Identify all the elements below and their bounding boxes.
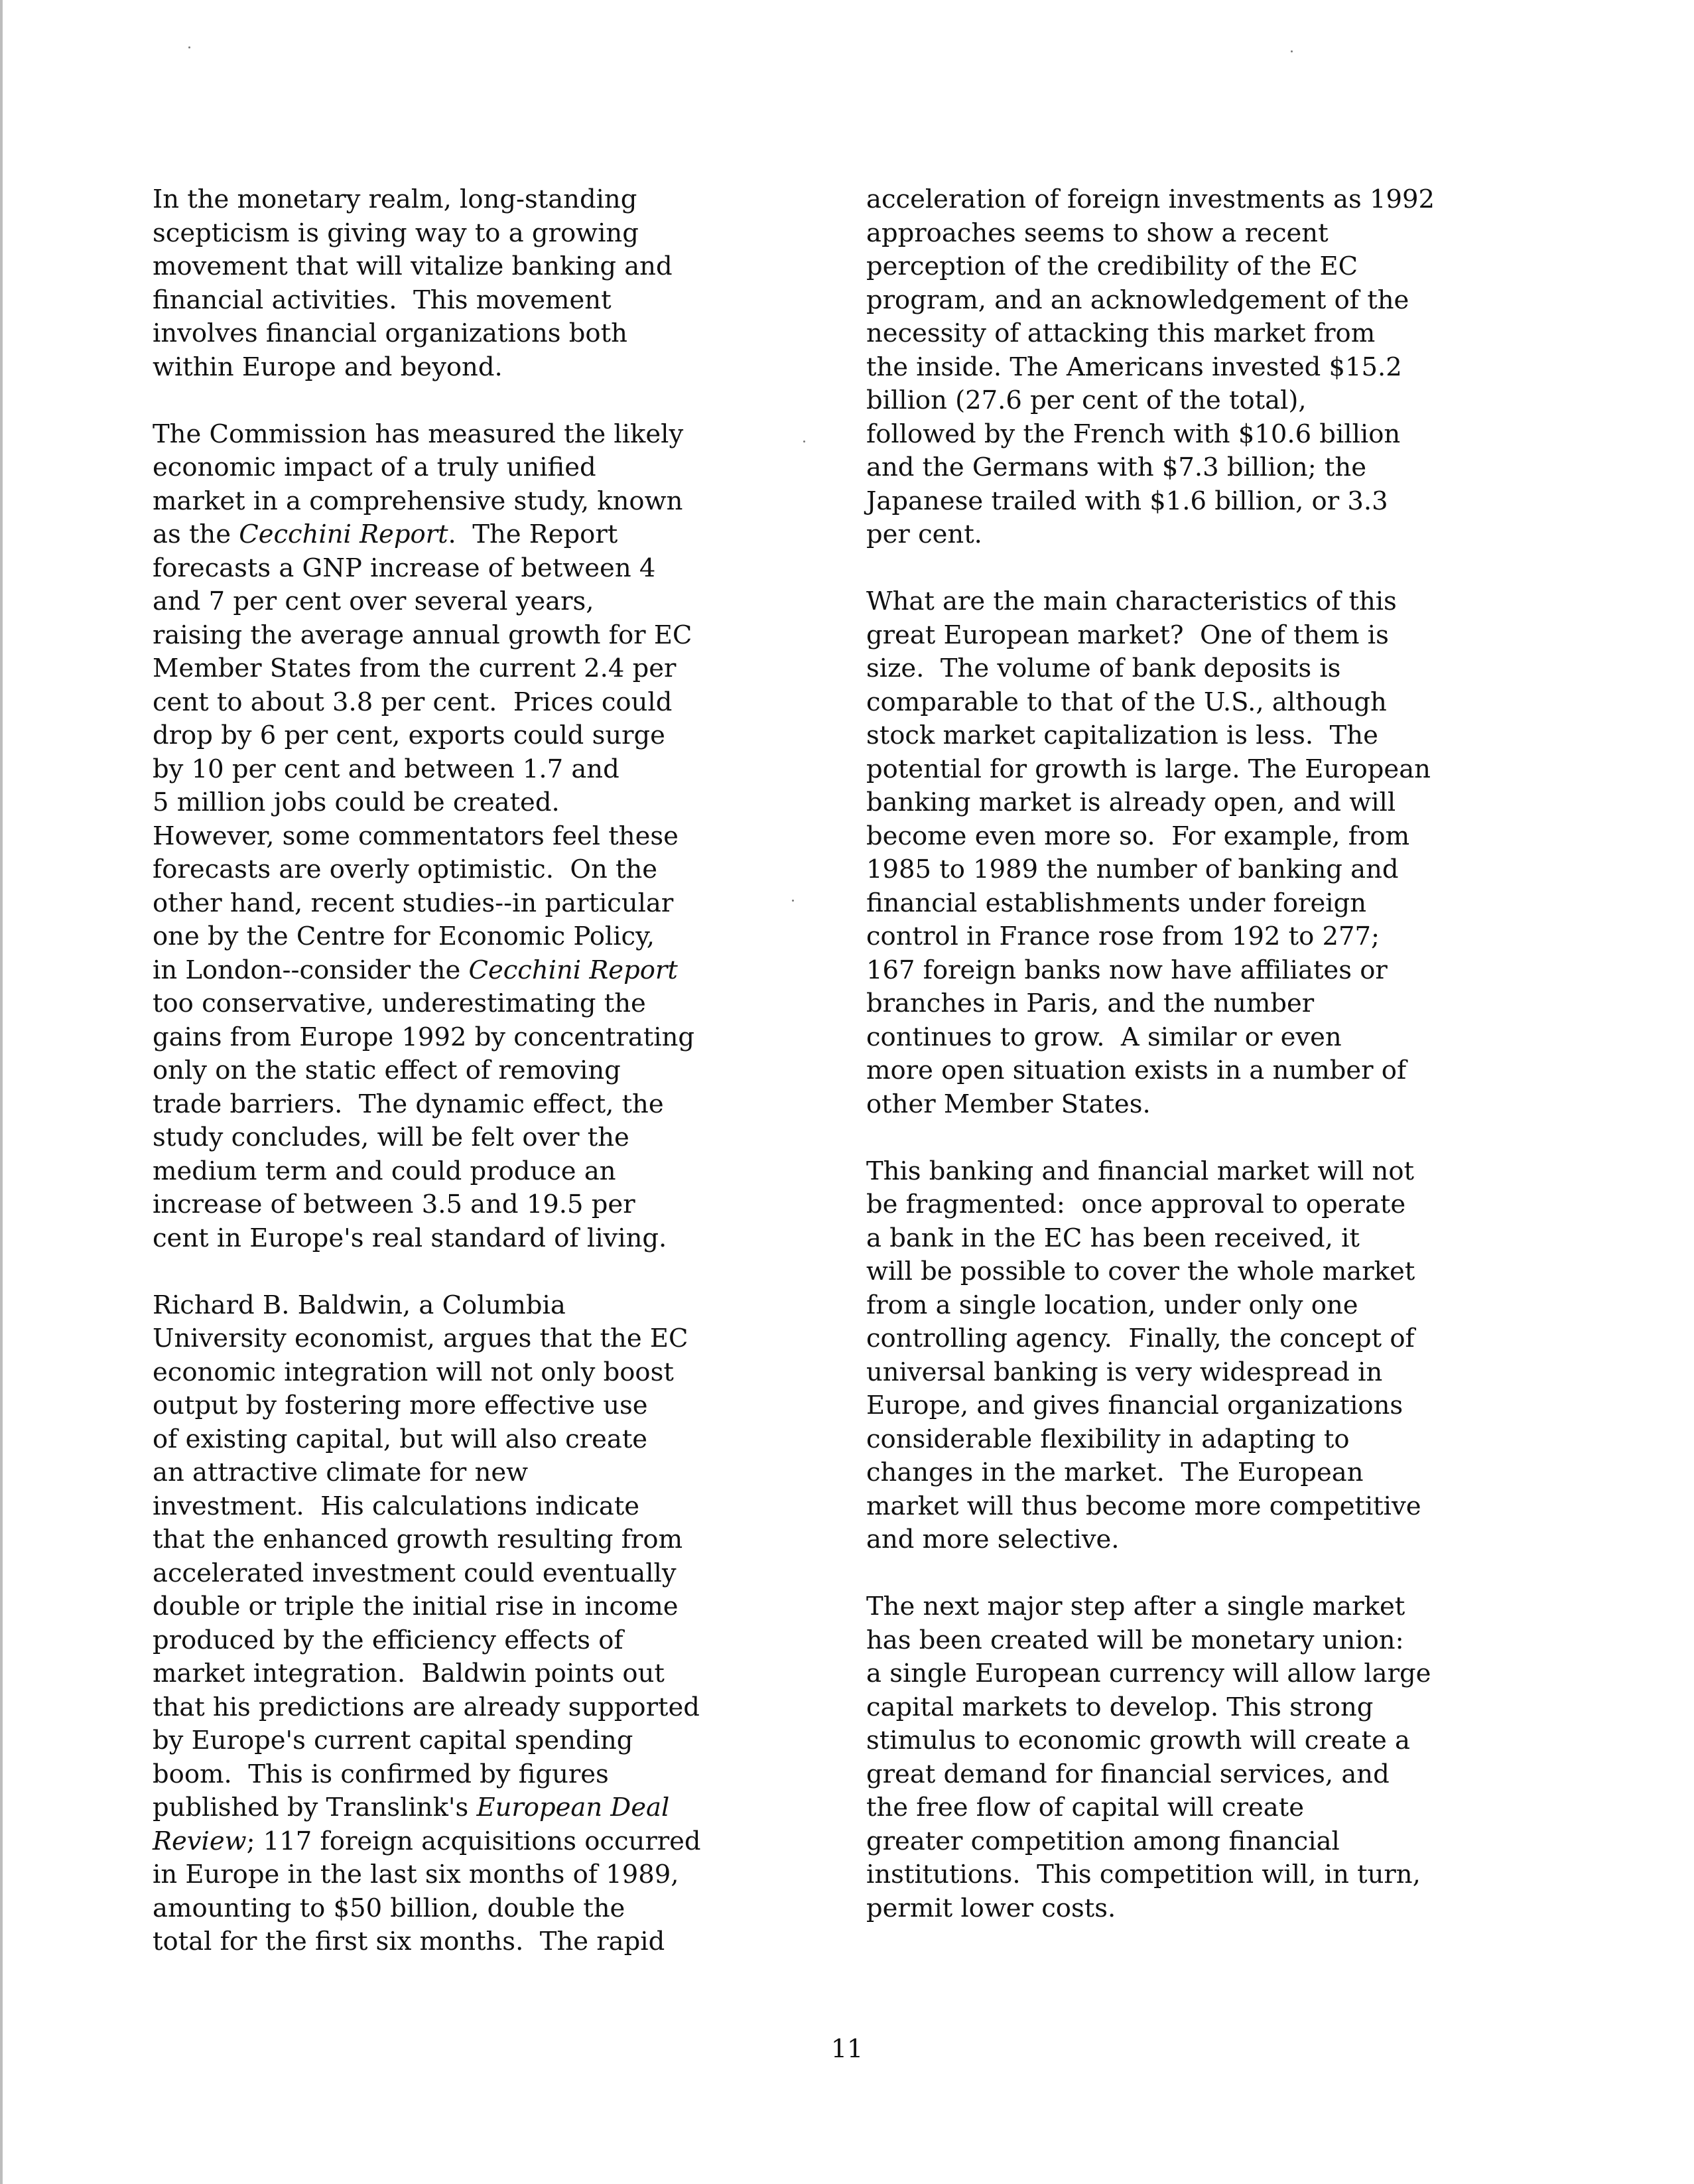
text-line: will be possible to cover the whole market <box>866 1257 1415 1286</box>
text-line: investment. His calculations indicate <box>153 1491 640 1521</box>
text-line: This banking and financial market will not <box>866 1156 1415 1186</box>
text-segment: as the <box>153 519 239 549</box>
text-line-with-italic <box>153 1825 822 1859</box>
text-segment: published by Translink's <box>153 1793 477 1822</box>
text-line: cent in Europe's real standard of living. <box>153 1223 667 1253</box>
text-line: accelerated investment could eventually <box>153 1558 677 1588</box>
text-line: necessity of attacking this market from <box>866 318 1376 348</box>
text-line: economic integration will not only boost <box>153 1357 674 1387</box>
text-line: scepticism is giving way to a growing <box>153 218 639 248</box>
text-line: movement that will vitalize banking and <box>153 251 673 281</box>
page-number: 11 <box>830 2034 864 2063</box>
text-line: 167 foreign banks now have affiliates or <box>866 955 1388 985</box>
text-line: stimulus to economic growth will create a <box>866 1726 1410 1755</box>
text-line: Member States from the current 2.4 per <box>153 653 677 683</box>
text-line: comparable to that of the U.S., although <box>866 687 1387 717</box>
text-line: by Europe's current capital spending <box>153 1726 633 1755</box>
text-line: one by the Centre for Economic Policy, <box>153 921 655 951</box>
text-line: a single European currency will allow large <box>866 1659 1431 1688</box>
page-edge <box>0 0 3 2184</box>
text-line: controlling agency. Finally, the concept of <box>866 1324 1415 1353</box>
text-segment: in London--consider the <box>153 955 469 985</box>
text-line: only on the static effect of removing <box>153 1056 621 1085</box>
text-line: continues to grow. A similar or even <box>866 1022 1342 1052</box>
text-line: Europe, and gives financial organizations <box>866 1391 1403 1420</box>
italic-title: Cecchini Report <box>468 955 678 985</box>
text-line: stock market capitalization is less. The <box>866 720 1378 750</box>
text-line: has been created will be monetary union: <box>866 1625 1404 1655</box>
text-line: boom. This is confirmed by figures <box>153 1759 609 1789</box>
text-line: acceleration of foreign investments as 1992 <box>866 184 1435 214</box>
text-line: market will thus become more competitive <box>866 1491 1421 1521</box>
text-line: forecasts a GNP increase of between 4 <box>153 553 656 583</box>
text-line: study concludes, will be felt over the <box>153 1123 629 1152</box>
text-line: institutions. This competition will, in turn, <box>866 1860 1421 1889</box>
paragraph-monetary-realm <box>153 183 822 384</box>
text-line: and 7 per cent over several years, <box>153 586 594 616</box>
scan-speck <box>188 46 190 48</box>
text-line: capital markets to develop. This strong <box>866 1692 1374 1722</box>
text-line: a bank in the EC has been received, it <box>866 1223 1360 1253</box>
paragraph-banking-market <box>866 1155 1569 1557</box>
text-line: other hand, recent studies--in particular <box>153 888 674 918</box>
text-line: that the enhanced growth resulting from <box>153 1525 683 1554</box>
text-line: from a single location, under only one <box>866 1290 1358 1320</box>
paragraph-baldwin <box>153 1289 822 1959</box>
text-line: program, and an acknowledgement of the <box>866 285 1409 315</box>
text-line: branches in Paris, and the number <box>866 989 1315 1018</box>
paragraph-foreign-investment <box>866 183 1569 552</box>
text-line: be fragmented: once approval to operate <box>866 1190 1406 1219</box>
text-line: greater competition among financial <box>866 1826 1340 1856</box>
text-line: Richard B. Baldwin, a Columbia <box>153 1290 566 1320</box>
text-line: financial activities. This movement <box>153 285 612 315</box>
text-line: approaches seems to show a recent <box>866 218 1329 248</box>
text-line: output by fostering more effective use <box>153 1391 648 1420</box>
text-line: The next major step after a single market <box>866 1592 1405 1621</box>
italic-title: Review <box>153 1826 247 1856</box>
text-line: What are the main characteristics of this <box>866 586 1397 616</box>
text-line: and the Germans with $7.3 billion; the <box>866 452 1366 482</box>
text-line: market integration. Baldwin points out <box>153 1659 665 1688</box>
text-line: cent to about 3.8 per cent. Prices could <box>153 687 673 717</box>
text-line: become even more so. For example, from <box>866 821 1410 851</box>
paragraph-market-characteristics <box>866 585 1569 1121</box>
text-line: 5 million jobs could be created. <box>153 787 560 817</box>
text-line: 1985 to 1989 the number of banking and <box>866 854 1399 884</box>
text-line: forecasts are overly optimistic. On the <box>153 854 658 884</box>
scan-speck <box>1291 50 1293 52</box>
text-line-with-italic <box>153 954 822 988</box>
text-line: that his predictions are already supported <box>153 1692 700 1722</box>
text-line: banking market is already open, and will <box>866 787 1396 817</box>
text-line: and more selective. <box>866 1525 1120 1554</box>
paragraph-cecchini-report <box>153 418 822 1256</box>
paragraph-monetary-union <box>866 1590 1569 1925</box>
text-line: size. The volume of bank deposits is <box>866 653 1341 683</box>
text-line: followed by the French with $10.6 billion <box>866 419 1401 449</box>
text-line: by 10 per cent and between 1.7 and <box>153 754 619 784</box>
text-line: total for the first six months. The rapid <box>153 1927 665 1956</box>
text-line: per cent. <box>866 519 982 549</box>
text-line: economic impact of a truly unified <box>153 452 596 482</box>
text-line: involves financial organizations both <box>153 318 627 348</box>
text-line: However, some commentators feel these <box>153 821 679 851</box>
right-column <box>866 183 1569 1959</box>
text-line: produced by the efficiency effects of <box>153 1625 623 1655</box>
italic-title: European Deal <box>476 1793 670 1822</box>
text-line: market in a comprehensive study, known <box>153 486 683 516</box>
text-line: more open situation exists in a number of <box>866 1056 1407 1085</box>
text-line: in Europe in the last six months of 1989, <box>153 1860 679 1889</box>
text-line: increase of between 3.5 and 19.5 per <box>153 1190 635 1219</box>
text-line: changes in the market. The European <box>866 1458 1364 1487</box>
text-line: billion (27.6 per cent of the total), <box>866 385 1307 415</box>
text-line: medium term and could produce an <box>153 1156 616 1186</box>
left-column <box>153 183 822 1992</box>
text-line: financial establishments under foreign <box>866 888 1366 918</box>
text-line: an attractive climate for new <box>153 1458 529 1487</box>
text-line: trade barriers. The dynamic effect, the <box>153 1089 664 1119</box>
text-segment: . The Report <box>448 519 618 549</box>
italic-title: Cecchini Report <box>239 519 448 549</box>
text-line-with-italic <box>153 518 822 552</box>
text-line: permit lower costs. <box>866 1893 1116 1923</box>
text-line: the inside. The Americans invested $15.2 <box>866 352 1402 382</box>
text-line-with-italic <box>153 1791 822 1825</box>
text-line: The Commission has measured the likely <box>153 419 684 449</box>
text-line: universal banking is very widespread in <box>866 1357 1383 1387</box>
text-line: of existing capital, but will also create <box>153 1424 648 1454</box>
text-line: gains from Europe 1992 by concentrating <box>153 1022 695 1052</box>
text-line: great demand for financial services, and <box>866 1759 1390 1789</box>
text-line: In the monetary realm, long-standing <box>153 184 637 214</box>
text-line: control in France rose from 192 to 277; <box>866 921 1380 951</box>
text-line: Japanese trailed with $1.6 billion, or 3.3 <box>866 486 1388 516</box>
text-line: other Member States. <box>866 1089 1151 1119</box>
text-line: double or triple the initial rise in income <box>153 1592 679 1621</box>
text-line: considerable flexibility in adapting to <box>866 1424 1350 1454</box>
text-line: drop by 6 per cent, exports could surge <box>153 720 665 750</box>
text-line: potential for growth is large. The European <box>866 754 1431 784</box>
text-line: raising the average annual growth for EC <box>153 620 692 650</box>
text-line: within Europe and beyond. <box>153 352 503 382</box>
text-line: amounting to $50 billion, double the <box>153 1893 625 1923</box>
text-line: too conservative, underestimating the <box>153 989 646 1018</box>
text-line: University economist, argues that the EC <box>153 1324 688 1353</box>
text-line: perception of the credibility of the EC <box>866 251 1358 281</box>
text-line: the free flow of capital will create <box>866 1793 1305 1822</box>
text-line: great European market? One of them is <box>866 620 1389 650</box>
text-segment: ; 117 foreign acquisitions occurred <box>246 1826 701 1856</box>
